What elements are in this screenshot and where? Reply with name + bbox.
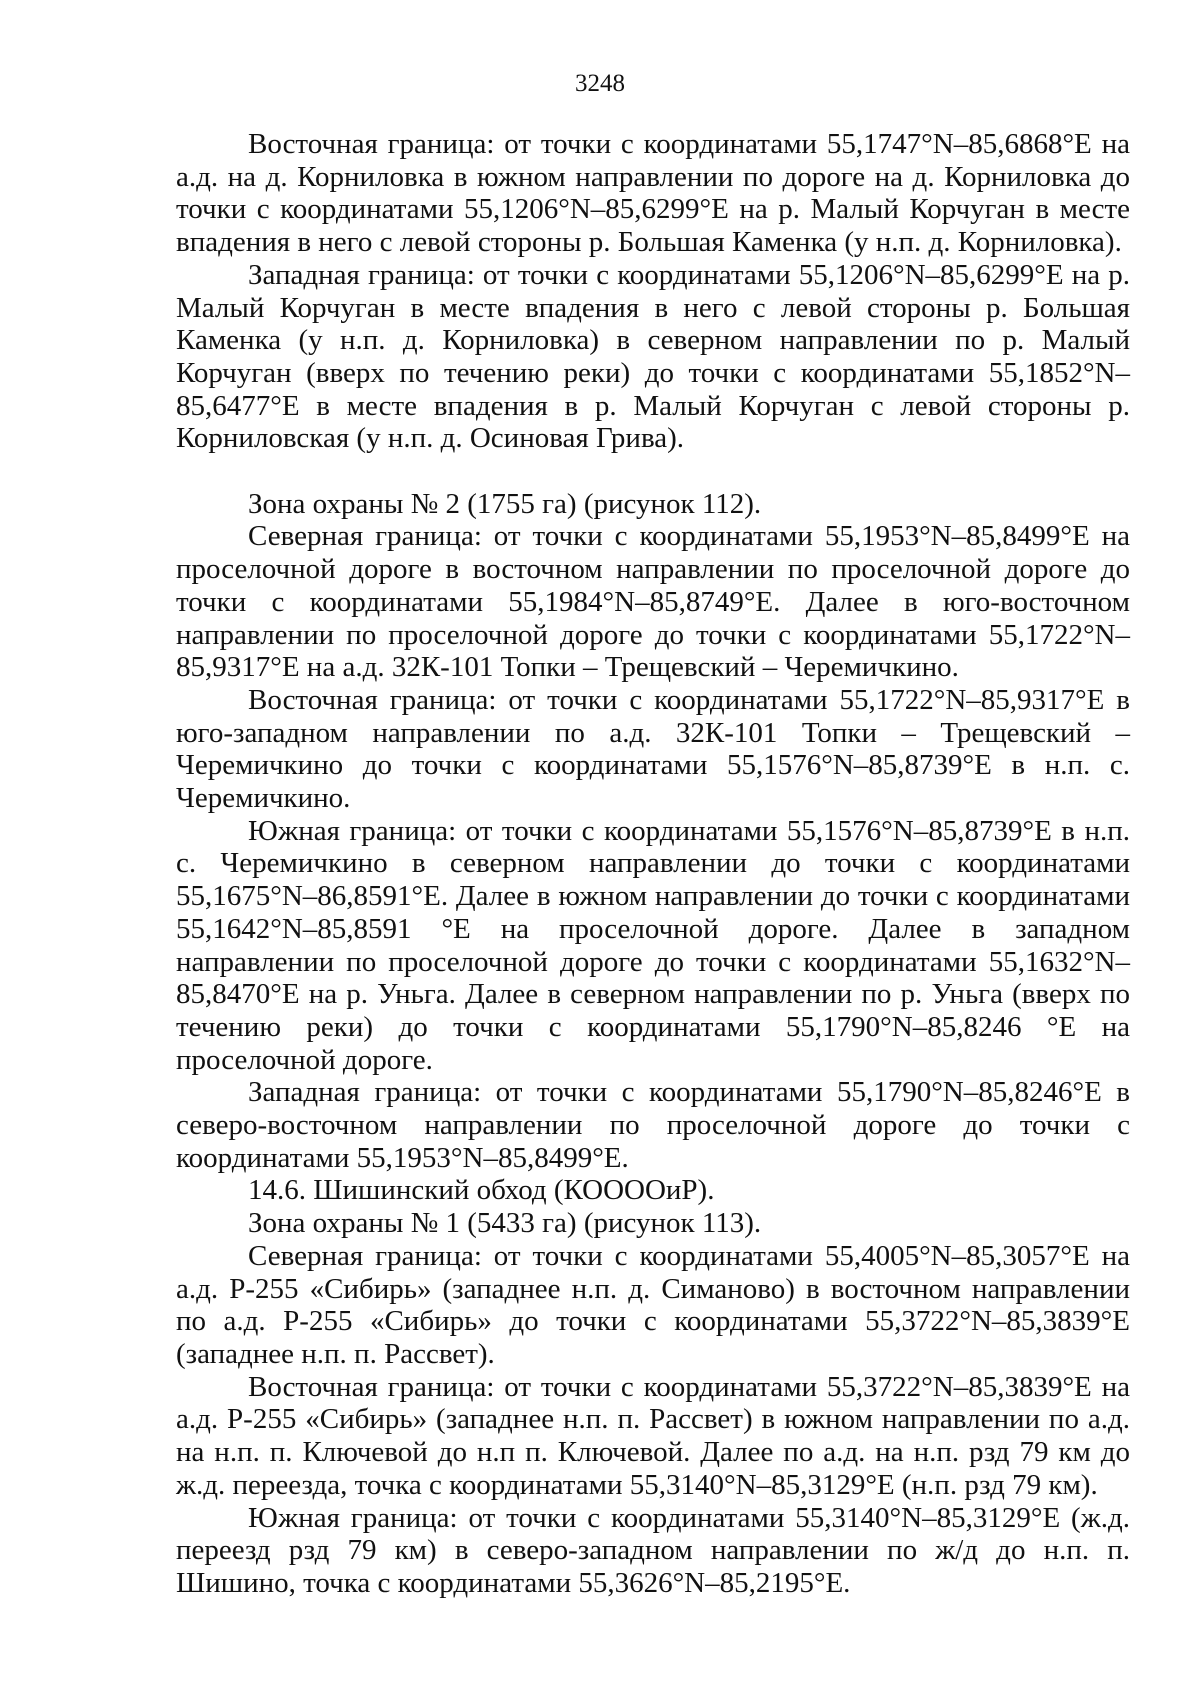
paragraph-east-border-shishino: Восточная граница: от точки с координатами 55,3722°N–85,3839°E на а.д. Р-255 «Сибирь» (западнее н.п. п. Рассвет) в южном направлении по а.д. на н.п. п. Ключевой до н.п п. Ключевой. Далее по а.д. на н.п. рзд 79 км до ж.д. переезда, точка с координатами 55,3140°N–85,3129°E (н.п. рзд 79 км).	[176, 1370, 1130, 1501]
paragraph-north-border-shishino: Северная граница: от точки с координатами 55,4005°N–85,3057°E на а.д. Р-255 «Сибирь» (западнее н.п. д. Симаново) в восточном направлении по а.д. Р-255 «Сибирь» до точки с координатами 55,3722°N–85,3839°E (западнее н.п. п. Рассвет).	[176, 1239, 1130, 1370]
paragraph-west-border-zone-2: Западная граница: от точки с координатами 55,1790°N–85,8246°E в северо-восточном направлении по проселочной дороге до точки с координатами 55,1953°N–85,8499°E.	[176, 1076, 1130, 1174]
heading-protection-zone-1: Зона охраны № 1 (5433 га) (рисунок 113).	[248, 1207, 762, 1240]
section-heading-shishinsky: 14.6. Шишинский обход (КООООиР).	[248, 1174, 715, 1207]
heading-protection-zone-2: Зона охраны № 2 (1755 га) (рисунок 112).	[248, 487, 762, 520]
document-body	[176, 128, 1130, 1600]
paragraph-south-border-zone-2: Южная граница: от точки с координатами 55,1576°N–85,8739°E в н.п. с. Черемичкино в северном направлении до точки с координатами 55,1675°N–86,8591°E. Далее в южном направлении до точки с координатами 55,1642°N–85,8591 °E на проселочной дороге. Далее в западном направлении по проселочной дороге до точки с координатами 55,1632°N–85,8470°E на р. Уньга. Далее в северном направлении по р. Уньга (вверх по течению реки) до точки с координатами 55,1790°N–85,8246 °E на проселочной дороге.	[176, 814, 1130, 1076]
paragraph-east-border-zone-2: Восточная граница: от точки с координатами 55,1722°N–85,9317°E в юго-западном направлении по а.д. 32К-101 Топки – Трещевский – Черемичкино до точки с координатами 55,1576°N–85,8739°E в н.п. с. Черемичкино.	[176, 683, 1130, 815]
paragraph-north-border-zone-2: Северная граница: от точки с координатами 55,1953°N–85,8499°E на проселочной дороге в восточном направлении по проселочной дороге до точки с координатами 55,1984°N–85,8749°E. Далее в юго-восточном направлении по проселочной дороге до точки с координатами 55,1722°N–85,9317°E на а.д. 32К-101 Топки – Трещевский – Черемичкино.	[176, 520, 1130, 684]
paragraph-west-border-zone-1: Западная граница: от точки с координатами 55,1206°N–85,6299°E на р. Малый Корчуган в месте впадения в него с левой стороны р. Большая Каменка (у н.п. д. Корниловка) в северном направлении по р. Малый Корчуган (вверх по течению реки) до точки с координатами 55,1852°N–85,6477°E в месте впадения в р. Малый Корчуган с левой стороны р. Корниловская (у н.п. д. Осиновая Грива).	[176, 258, 1130, 455]
paragraph-east-border-zone-1: Восточная граница: от точки с координатами 55,1747°N–85,6868°E на а.д. на д. Корниловка в южном направлении по дороге на д. Корниловка до точки с координатами 55,1206°N–85,6299°E на р. Малый Корчуган в месте впадения в него с левой стороны р. Большая Каменка (у н.п. д. Корниловка).	[176, 128, 1130, 259]
paragraph-south-border-shishino: Южная граница: от точки с координатами 55,3140°N–85,3129°E (ж.д. переезд рзд 79 км) в северо-западном направлении по ж/д до н.п. п. Шишино, точка с координатами 55,3626°N–85,2195°E.	[176, 1501, 1130, 1599]
page-number: 3248	[575, 70, 625, 97]
